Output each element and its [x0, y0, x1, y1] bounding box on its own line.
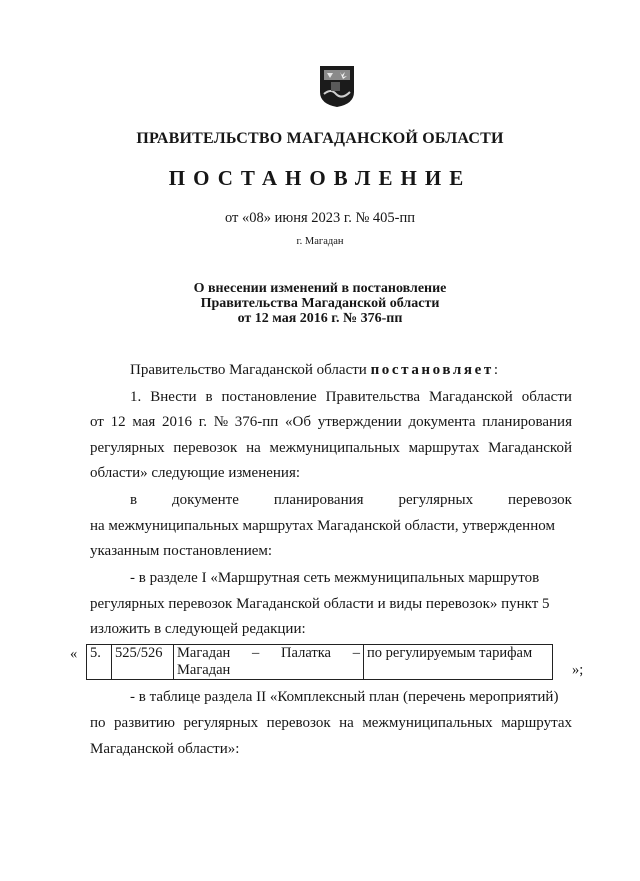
word: планирования [273, 492, 364, 508]
doc-line-3: указанным постановлением: [90, 543, 273, 559]
route-table [86, 644, 553, 680]
subject-line: О внесении изменений в постановление [193, 281, 447, 296]
cell-route-name [174, 645, 364, 680]
route-table-block [0, 644, 640, 684]
doc-line-2: на межмуниципальных маршрутах Магаданской области, утвержденном [90, 518, 555, 534]
word: по [90, 715, 106, 731]
decree-subject [0, 281, 640, 326]
word: Магадан [177, 645, 231, 661]
preamble-text: Правительство Магаданской области [130, 362, 371, 378]
word: от [90, 414, 104, 430]
word: межмуниципальных [269, 440, 400, 456]
government-title: ПРАВИТЕЛЬСТВО МАГАДАНСКОЙ ОБЛАСТИ [136, 130, 504, 147]
word: планирования [482, 414, 572, 430]
subject-line: от 12 мая 2016 г. № 376-пп [237, 311, 403, 326]
item-1-line-3 [90, 440, 572, 457]
item-1-line-4: области» следующие изменения: [90, 465, 301, 481]
word: межмуниципальных [362, 715, 493, 731]
word: перевозок [173, 440, 238, 456]
word: маршрутах [408, 440, 480, 456]
decree-title: ПОСТАНОВЛЕНИЕ [168, 166, 472, 190]
table-row [87, 645, 553, 680]
preamble-resolves: постановляет [370, 362, 494, 378]
word: Магаданской [428, 389, 513, 405]
word: регулярных [90, 440, 165, 456]
open-quote: « [70, 646, 78, 662]
word: в [130, 492, 138, 508]
word: Внести [150, 389, 197, 405]
route-name-line-1 [177, 645, 360, 662]
item-1-line-1 [130, 389, 572, 406]
word: 1. [130, 389, 142, 405]
cell-route-number: 525/526 [112, 645, 174, 680]
word: г. [198, 414, 207, 430]
word: – [352, 645, 360, 661]
word: 376-пп [234, 414, 279, 430]
word: на [246, 440, 261, 456]
word: регулярных [398, 492, 474, 508]
section-2-line-1: - в таблице раздела II «Комплексный план (перечень мероприятий) [130, 689, 559, 705]
city-name: г. Магадан [296, 236, 344, 247]
doc-line-1 [130, 492, 572, 509]
section-1-line-2: регулярных перевозок Магаданской области и виды перевозок» пункт 5 [90, 596, 550, 612]
section-2-line-3: Магаданской области»: [90, 741, 240, 757]
word: 12 [110, 414, 126, 430]
word: «Об [285, 414, 312, 430]
item-1-line-2 [90, 414, 572, 431]
section-1-line-1: - в разделе I «Маршрутная сеть межмуниципальных маршрутов [130, 570, 540, 586]
word: Магаданской [488, 440, 572, 456]
word: Правительства [325, 389, 421, 405]
cell-number: 5. [87, 645, 112, 680]
word: документе [172, 492, 239, 508]
word: – [252, 645, 260, 661]
section-1-line-3: изложить в следующей редакции: [90, 621, 306, 637]
preamble-colon: : [493, 362, 499, 378]
word: на [339, 715, 354, 731]
route-name-line-2: Магадан [177, 662, 231, 678]
word: перевозок [508, 492, 572, 508]
word: постановление [221, 389, 317, 405]
word: в [205, 389, 213, 405]
preamble [130, 362, 498, 379]
close-quote: »; [572, 662, 584, 678]
word: перевозок [266, 715, 331, 731]
word: Палатка [281, 645, 331, 661]
word: 2016 [162, 414, 193, 430]
coat-of-arms-icon [318, 64, 356, 108]
decree-date-number: от «08» июня 2023 г. № 405-пп [224, 210, 416, 226]
word: регулярных [183, 715, 259, 731]
section-2-line-2 [90, 715, 572, 732]
word: документа [408, 414, 476, 430]
word: развитию [114, 715, 176, 731]
word: утверждении [317, 414, 402, 430]
word: маршрутах [501, 715, 572, 731]
word: мая [132, 414, 156, 430]
cell-tariff: по регулируемым тарифам [364, 645, 553, 680]
subject-line: Правительства Магаданской области [200, 296, 440, 311]
word: области [521, 389, 572, 405]
word: № [213, 414, 229, 430]
